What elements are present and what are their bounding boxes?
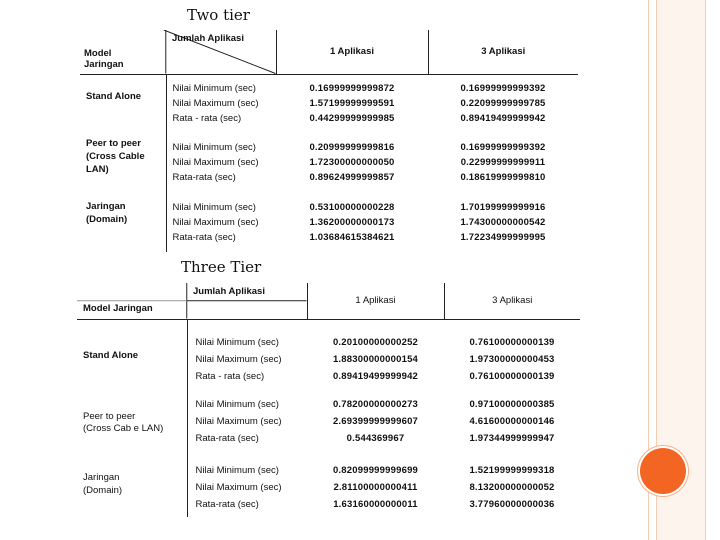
- three-tier-caption: Three Tier: [181, 258, 262, 276]
- metric-labels: Nilai Minimum (sec) Nilai Maximum (sec) Rata - rata (sec): [172, 82, 259, 124]
- table-row-peer-to-peer: [77, 391, 580, 451]
- column-header-3-aplikasi: 3 Aplikasi: [428, 30, 578, 74]
- row-group-label: Stand Alone: [80, 74, 166, 132]
- values-1-aplikasi: 0.53100000000228 1.36200000000173 1.03684615384621: [309, 201, 395, 243]
- values-3-aplikasi: 0.16999999999392 0.22999999999911 0.18619999999810: [460, 141, 546, 183]
- decorative-circle: [640, 448, 686, 494]
- metric-labels: Nilai Minimum (sec) Nilai Maximum (sec) Rata-rata (sec): [195, 464, 282, 510]
- two-tier-table: [80, 30, 578, 252]
- three-tier-table: [77, 283, 580, 517]
- values-1-aplikasi: 0.16999999999872 1.57199999999591 0.44299999999985: [309, 82, 395, 124]
- values-3-aplikasi: 1.70199999999916 1.74300000000542 1.72234999999995: [460, 201, 546, 243]
- table-row-stand-alone: [77, 319, 580, 391]
- row-group-label: Peer to peer (Cross Cable LAN): [80, 132, 166, 192]
- row-group-label: Stand Alone: [77, 319, 187, 391]
- metric-labels: Nilai Minimum (sec) Nilai Maximum (sec) Rata-rata (sec): [172, 141, 259, 183]
- two-tier-caption: Two tier: [187, 6, 250, 24]
- header-corner-cell: [77, 283, 307, 319]
- row-group-label: Jaringan (Domain): [80, 192, 166, 252]
- column-header-1-aplikasi: 1 Aplikasi: [307, 283, 444, 319]
- header-corner-top-label: Jumlah Aplikasi: [172, 33, 244, 44]
- column-header-3-aplikasi: 3 Aplikasi: [444, 283, 580, 319]
- values-1-aplikasi: 0.20999999999816 1.72300000000050 0.89624999999857: [309, 141, 395, 183]
- header-corner-top-label: Jumlah Aplikasi: [193, 286, 265, 297]
- table-row-peer-to-peer: [80, 132, 578, 192]
- row-group-label: Peer to peer (Cross Cab e LAN): [77, 391, 187, 451]
- table-row-jaringan-domain: [77, 451, 580, 517]
- column-header-1-aplikasi: 1 Aplikasi: [276, 30, 428, 74]
- values-3-aplikasi: 0.97100000000385 4.61600000000146 1.97344999999947: [469, 398, 555, 444]
- values-3-aplikasi: 0.16999999999392 0.22099999999785 0.89419499999942: [460, 82, 546, 124]
- values-1-aplikasi: 0.78200000000273 2.69399999999607 0.544369967: [332, 398, 419, 444]
- values-1-aplikasi: 0.20100000000252 1.88300000000154 0.89419499999942: [332, 336, 419, 382]
- table-header-row: [77, 283, 580, 319]
- values-3-aplikasi: 1.52199999999318 8.13200000000052 3.77960000000036: [469, 464, 555, 510]
- metric-labels: Nilai Minimum (sec) Nilai Maximum (sec) Rata-rata (sec): [195, 398, 282, 444]
- metric-labels: Nilai Minimum (sec) Nilai Maximum (sec) Rata-rata (sec): [172, 201, 259, 243]
- row-group-label: Jaringan (Domain): [77, 451, 187, 517]
- table-row-stand-alone: [80, 74, 578, 132]
- values-1-aplikasi: 0.82099999999699 2.81100000000411 1.63160000000011: [332, 464, 419, 510]
- header-corner-bottom-label: Model Jaringan: [84, 48, 124, 70]
- header-corner-cell: [80, 30, 276, 74]
- header-corner-bottom-label: Model Jaringan: [83, 303, 153, 314]
- table-header-row: [80, 30, 578, 74]
- metric-labels: Nilai Minimum (sec) Nilai Maximum (sec) Rata - rata (sec): [195, 336, 282, 382]
- values-3-aplikasi: 0.76100000000139 1.97300000000453 0.76100000000139: [469, 336, 555, 382]
- table-row-jaringan-domain: [80, 192, 578, 252]
